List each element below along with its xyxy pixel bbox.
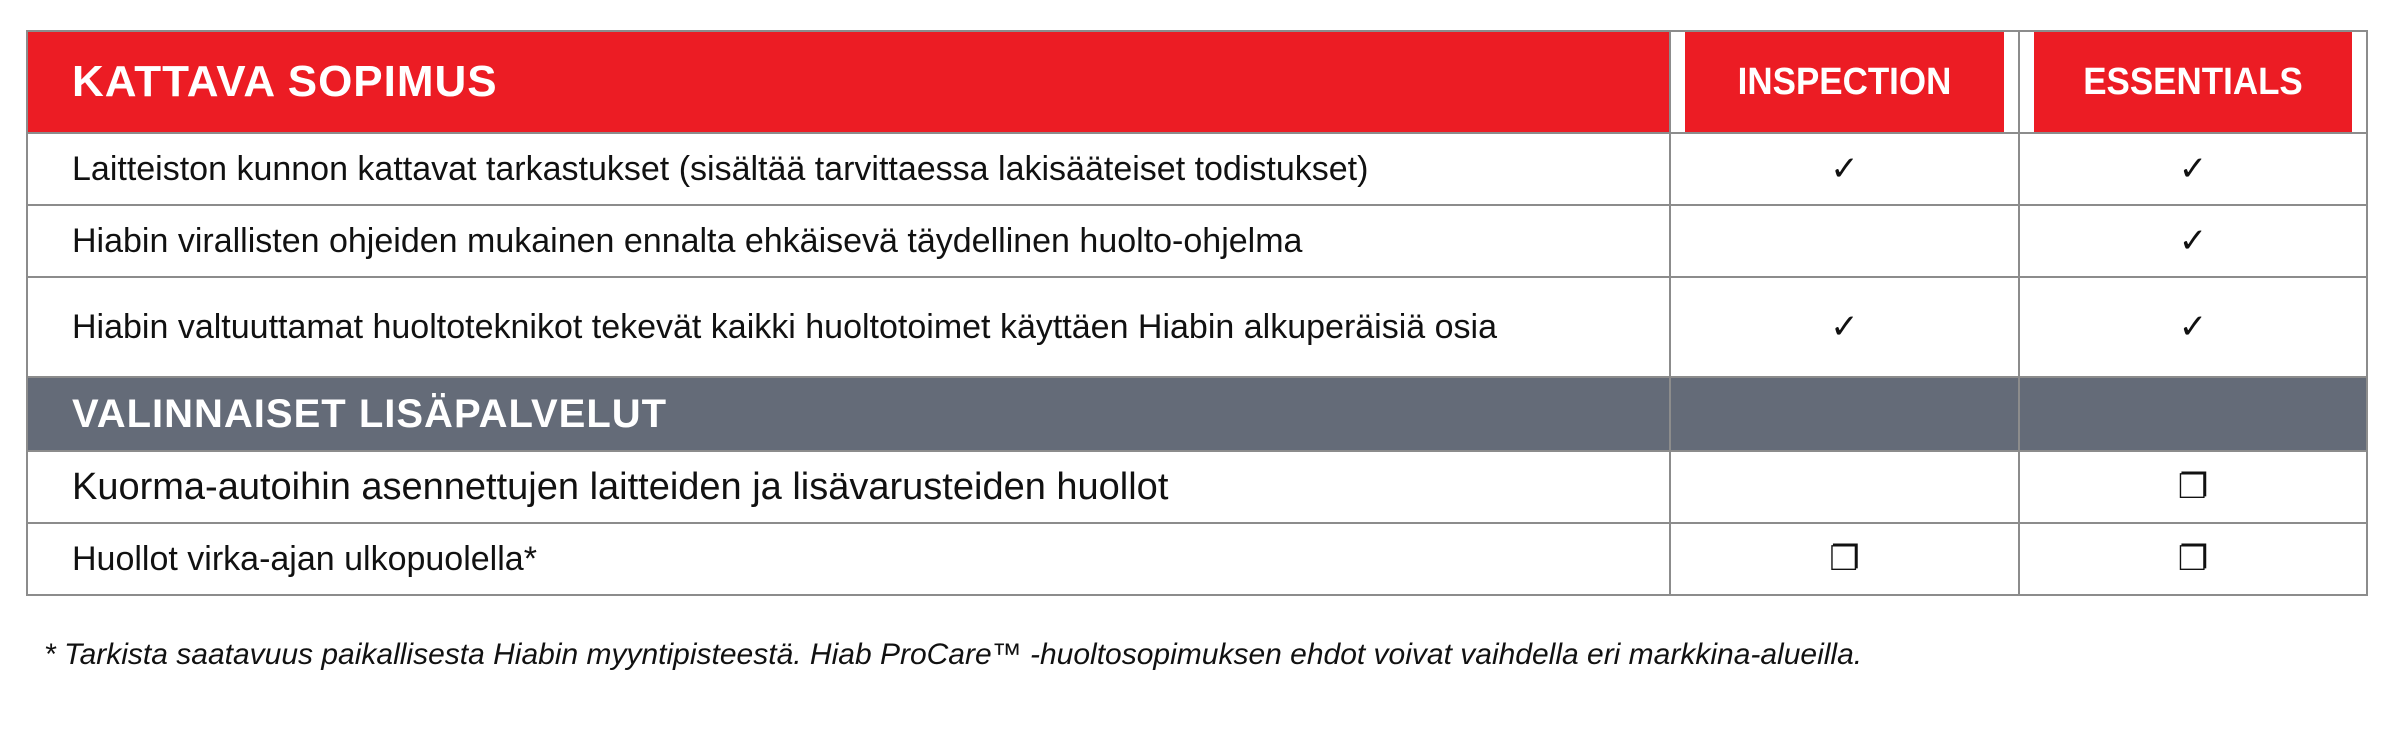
column-header-inspection: INSPECTION [1684,31,2005,133]
checkbox-icon: ❐ [2019,451,2367,523]
check-icon: ✓ [2019,205,2367,277]
table-row [27,277,2367,377]
check-icon: ✓ [1670,277,2019,377]
footnote: * Tarkista saatavuus paikallisesta Hiabin myyntipisteestä. Hiab ProCare™ -huoltosopimuksen ehdot voivat vaihdella eri markkina-alueilla. [44,638,1863,671]
row-label: Hiabin valtuuttamat huoltoteknikot tekevät kaikki huoltotoimet käyttäen Hiabin alkuperäisiä osia [27,277,1670,377]
optional-header-cell [1670,377,2019,451]
column-header-essentials: ESSENTIALS [2033,31,2353,133]
table-row [27,523,2367,595]
section-title-valinnaiset: VALINNAISET LISÄPALVELUT [27,377,1670,451]
row-label: Kuorma-autoihin asennettujen laitteiden ja lisävarusteiden huollot [27,451,1670,523]
row-label: Laitteiston kunnon kattavat tarkastukset (sisältää tarvittaessa lakisääteiset todistukset) [27,133,1670,205]
check-icon: ✓ [2019,133,2367,205]
empty-cell [1670,451,2019,523]
table-row [27,133,2367,205]
row-label: Hiabin virallisten ohjeiden mukainen ennalta ehkäisevä täydellinen huolto-ohjelma [27,205,1670,277]
service-comparison-table [26,30,2368,596]
comparison-table-container [26,30,2366,596]
section-title-kattava: KATTAVA SOPIMUS [27,31,1670,133]
empty-cell [1670,205,2019,277]
check-icon: ✓ [2019,277,2367,377]
table-row [27,205,2367,277]
table-row [27,451,2367,523]
check-icon: ✓ [1670,133,2019,205]
checkbox-icon: ❐ [1670,523,2019,595]
checkbox-icon: ❐ [2019,523,2367,595]
optional-header-row [27,377,2367,451]
main-header-row [27,31,2367,133]
optional-header-cell [2019,377,2367,451]
row-label: Huollot virka-ajan ulkopuolella* [27,523,1670,595]
